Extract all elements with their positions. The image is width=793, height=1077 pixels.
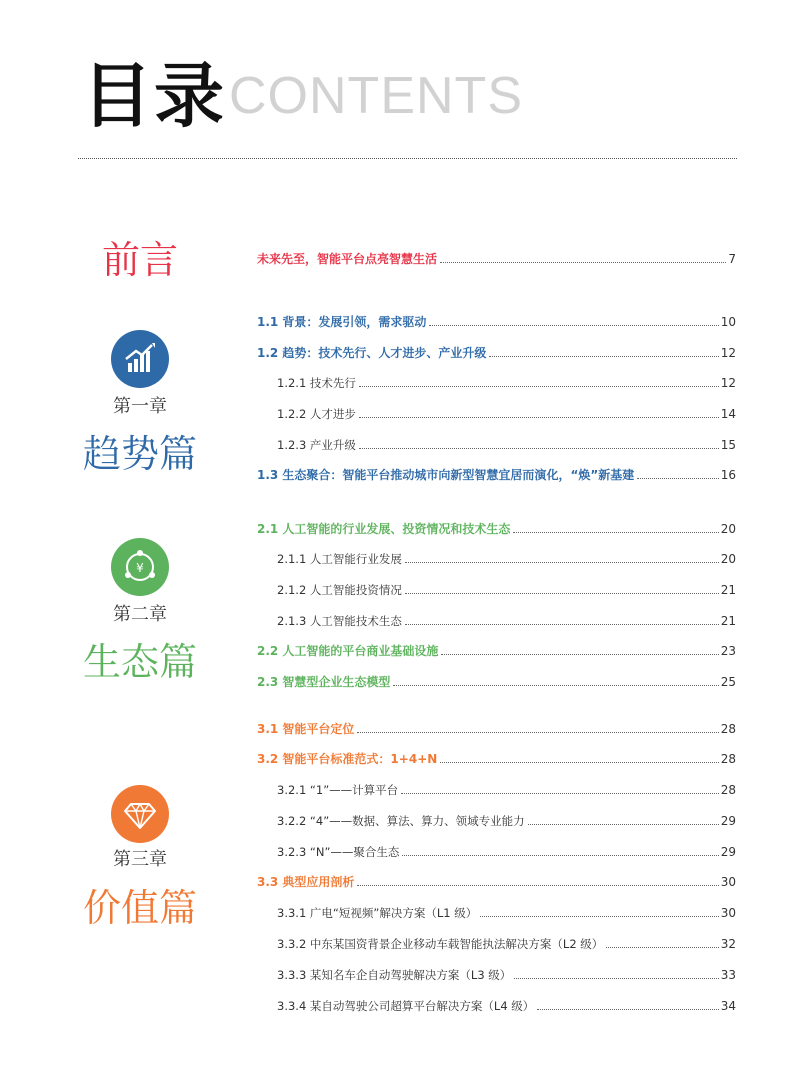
toc-entry-page: 12 [720, 376, 736, 390]
toc-entry-page: 23 [720, 644, 736, 658]
dot-leader [405, 624, 719, 625]
dot-leader [357, 732, 718, 733]
dot-leader [405, 562, 719, 563]
chapter2-label: 第二章 [113, 604, 167, 625]
toc-entry-page: 28 [720, 783, 736, 797]
dot-leader [359, 386, 719, 387]
chapter3-title: 价值篇 [82, 886, 197, 930]
dot-leader [440, 762, 718, 763]
toc-entry-3-1[interactable] [257, 717, 736, 737]
toc-entry-page: 28 [720, 752, 736, 766]
preface-title: 前言 [101, 238, 178, 282]
toc-entry-2-1-2[interactable] [277, 578, 736, 598]
toc-entry-3-3-1[interactable] [277, 901, 736, 921]
toc-entry-text: 1.2.1 技术先行 [277, 376, 356, 390]
toc-entry-text: 3.3.2 中东某国资背景企业移动车载智能执法解决方案（L2 级） [277, 937, 604, 951]
toc-entry-text: 1.2 趋势：技术先行、人才进步、产业升级 [257, 346, 487, 360]
toc-entry-text: 1.2.3 产业升级 [277, 438, 356, 452]
toc-entry-3-2-3[interactable] [277, 840, 736, 860]
toc-entry-page: 20 [720, 522, 736, 536]
toc-entry-text: 2.1.3 人工智能技术生态 [277, 614, 402, 628]
toc-entry-3-2[interactable] [257, 747, 736, 767]
toc-entry-page: 21 [720, 614, 736, 628]
toc-entry-page: 21 [720, 583, 736, 597]
diamond-icon [111, 785, 169, 843]
toc-entry-page: 28 [720, 722, 736, 736]
toc-entry-3-3-2[interactable] [277, 932, 736, 952]
dot-leader [514, 978, 718, 979]
toc-entry-text: 3.2.1 “1”——计算平台 [277, 783, 399, 797]
toc-entry-page: 32 [720, 937, 736, 951]
toc-entry-3-3-4[interactable] [277, 994, 736, 1014]
dot-leader [401, 793, 719, 794]
dot-leader [393, 685, 718, 686]
dot-leader [359, 448, 719, 449]
header-divider [78, 158, 737, 159]
page-title-zh: 目录 [82, 55, 226, 137]
toc-entry-text: 1.2.2 人才进步 [277, 407, 356, 421]
chapter1-title: 趋势篇 [82, 432, 197, 476]
toc-entry-1-2-3[interactable] [277, 433, 736, 453]
toc-entry-text: 1.1 背景：发展引领，需求驱动 [257, 315, 427, 329]
toc-entry-page: 7 [728, 252, 736, 266]
toc-entry-preface[interactable] [257, 247, 736, 267]
toc-entry-text: 3.3.4 某自动驾驶公司超算平台解决方案（L4 级） [277, 999, 535, 1013]
toc-entry-page: 33 [720, 968, 736, 982]
toc-entry-2-1-3[interactable] [277, 609, 736, 629]
toc-entry-1-2[interactable] [257, 341, 736, 361]
toc-entry-3-2-2[interactable] [277, 809, 736, 829]
toc-entry-page: 20 [720, 552, 736, 566]
toc-entry-page: 34 [720, 999, 736, 1013]
toc-entry-text: 2.1.1 人工智能行业发展 [277, 552, 402, 566]
toc-entry-page: 29 [720, 814, 736, 828]
toc-entry-2-1[interactable] [257, 517, 736, 537]
dot-leader [429, 325, 718, 326]
dot-leader [402, 855, 718, 856]
dot-leader [441, 654, 718, 655]
toc-entry-1-3[interactable] [257, 463, 736, 483]
chapter1-icon-circle [111, 330, 169, 388]
toc-entry-text: 3.2.3 “N”——聚合生态 [277, 845, 400, 859]
dot-leader [480, 916, 719, 917]
toc-entry-1-1[interactable] [257, 310, 736, 330]
toc-entry-text: 2.1.2 人工智能投资情况 [277, 583, 402, 597]
dot-leader [357, 885, 718, 886]
toc-entry-page: 14 [720, 407, 736, 421]
toc-entry-1-2-1[interactable] [277, 371, 736, 391]
toc-entry-page: 12 [720, 346, 736, 360]
svg-text:¥: ¥ [136, 561, 144, 575]
page-title-en: CONTENTS [229, 67, 523, 125]
toc-entry-page: 30 [720, 906, 736, 920]
toc-entry-text: 2.1 人工智能的行业发展、投资情况和技术生态 [257, 522, 511, 536]
toc-entry-1-2-2[interactable] [277, 402, 736, 422]
toc-entry-text: 3.2.2 “4”——数据、算法、算力、领域专业能力 [277, 814, 525, 828]
toc-entry-text: 3.3 典型应用剖析 [257, 875, 355, 889]
toc-entry-3-3[interactable] [257, 870, 736, 890]
chapter1-label: 第一章 [113, 396, 167, 417]
chapter2-icon-circle [111, 538, 169, 596]
toc-entry-text: 未来先至，智能平台点亮智慧生活 [257, 252, 438, 266]
toc-entry-text: 2.2 人工智能的平台商业基础设施 [257, 644, 439, 658]
dot-leader [359, 417, 719, 418]
toc-entry-3-3-3[interactable] [277, 963, 736, 983]
dot-leader [606, 947, 718, 948]
ecosystem-icon [111, 538, 169, 596]
dot-leader [489, 356, 718, 357]
dot-leader [513, 532, 718, 533]
toc-entry-page: 30 [720, 875, 736, 889]
toc-entry-text: 3.1 智能平台定位 [257, 722, 355, 736]
toc-entry-2-3[interactable] [257, 670, 736, 690]
toc-entry-text: 1.3 生态聚合：智能平台推动城市向新型智慧宜居而演化，“焕”新基建 [257, 468, 635, 482]
dot-leader [528, 824, 719, 825]
toc-entry-text: 3.3.1 广电“短视频”解决方案（L1 级） [277, 906, 478, 920]
toc-entry-2-2[interactable] [257, 639, 736, 659]
chapter3-label: 第三章 [113, 849, 167, 870]
dot-leader [537, 1009, 718, 1010]
toc-entry-text: 3.3.3 某知名车企自动驾驶解决方案（L3 级） [277, 968, 512, 982]
toc-entry-page: 29 [720, 845, 736, 859]
toc-entry-text: 3.2 智能平台标准范式：1+4+N [257, 752, 438, 766]
dot-leader [405, 593, 719, 594]
toc-entry-page: 15 [720, 438, 736, 452]
toc-entry-page: 25 [720, 675, 736, 689]
toc-entry-text: 2.3 智慧型企业生态模型 [257, 675, 391, 689]
toc-entry-2-1-1[interactable] [277, 547, 736, 567]
toc-entry-page: 10 [720, 315, 736, 329]
chapter3-icon-circle [111, 785, 169, 843]
chapter2-title: 生态篇 [82, 640, 197, 684]
toc-entry-page: 16 [720, 468, 736, 482]
toc-entry-3-2-1[interactable] [277, 778, 736, 798]
dot-leader [637, 478, 719, 479]
dot-leader [440, 262, 726, 263]
chart-up-icon [111, 330, 169, 388]
